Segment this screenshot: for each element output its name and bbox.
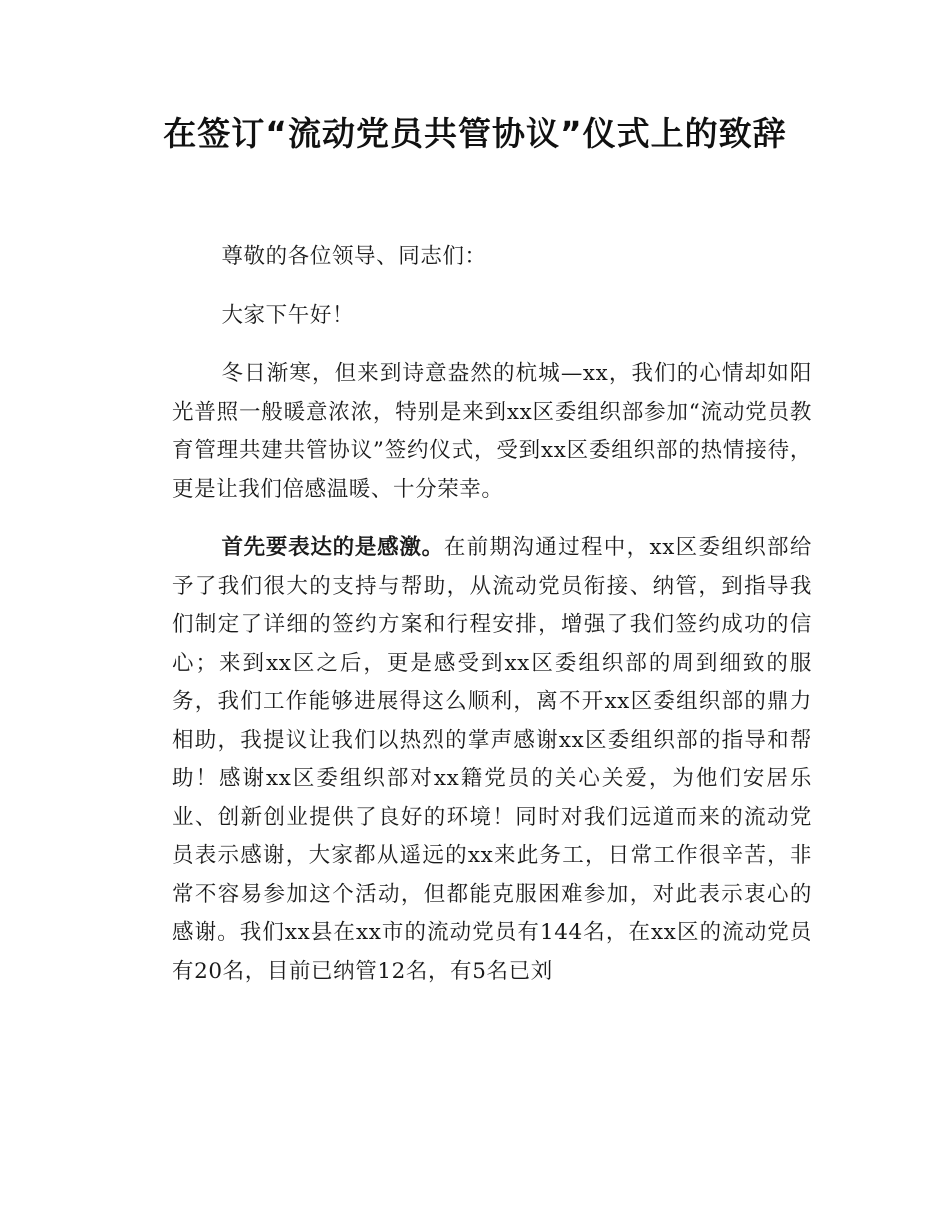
paragraph-lead-sentence: 首先要表达的是感激。	[221, 535, 444, 560]
greeting-line: 大家下午好！	[221, 302, 355, 328]
paragraph-opening: 冬日渐寒，但来到诗意盎然的杭城—xx，我们的心情却如阳光普照一般暖意浓浓，特别是来到xx区委组织部参加“流动党员教育管理共建共管协议”签约仪式，受到xx区委组织部的热情接待，更是让我们倍感温暖、十分荣幸。	[172, 361, 812, 502]
salutation-line: 尊敬的各位领导、同志们：	[221, 244, 487, 269]
paragraph-gratitude-body: 在前期沟通过程中，xx区委组织部给予了我们很大的支持与帮助，从流动党员衔接、纳管，到指导我们制定了详细的签约方案和行程安排，增强了我们签约成功的信心；来到xx区之后，更是感受到xx区委组织部的周到细致的服务，我们工作能够进展得这么顺利，离不开xx区委组织部的鼎力相助，我提议让我们以热烈的掌声感谢xx区委组织部的指导和帮助！感谢xx区委组织部对xx籍党员的关心关爱，为他们安居乐业、创新创业提供了良好的环境！同时对我们远道而来的流动党员表示感谢，大家都从遥远的xx来此务工，日常工作很辛苦，非常不容易参加这个活动，但都能克服困难参加，对此表示衷心的感谢。我们xx县在xx市的流动党员有144名，在xx区的流动党员有20名，目前已纳管12名，有5名已刘	[172, 535, 812, 984]
paragraph-gratitude	[172, 529, 812, 991]
document-body	[172, 238, 812, 991]
document-title: 在签订“流动党员共管协议”仪式上的致辞	[163, 114, 787, 153]
